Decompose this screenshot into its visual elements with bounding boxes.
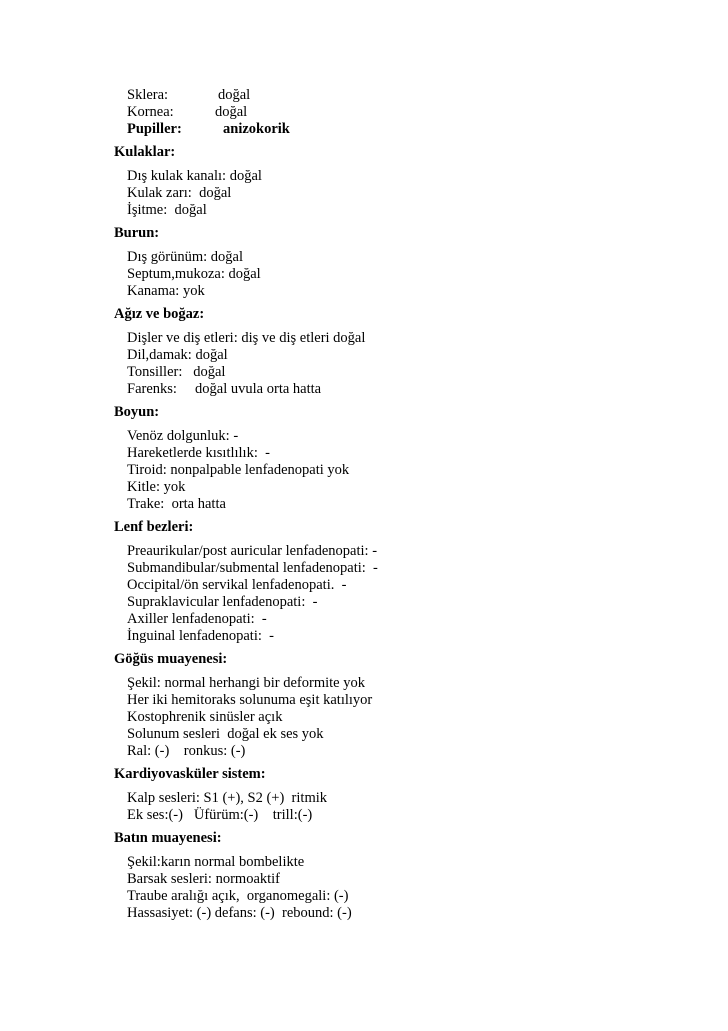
eye-item-sklera: Sklera: doğal xyxy=(127,87,251,103)
list-item: Dış kulak kanalı: doğal xyxy=(127,168,262,184)
exam-notes xyxy=(114,87,688,922)
section-heading-mouth: Ağız ve boğaz: xyxy=(114,306,205,322)
neck-section xyxy=(114,428,688,513)
chest-section xyxy=(114,675,688,760)
section-heading-nose: Burun: xyxy=(114,225,160,241)
eyes-section xyxy=(114,87,688,138)
list-item: Venöz dolgunluk: - xyxy=(127,428,239,444)
list-item: Farenks: doğal uvula orta hatta xyxy=(127,381,322,397)
list-item: Ral: (-) ronkus: (-) xyxy=(127,743,246,759)
list-item: Tonsiller: doğal xyxy=(127,364,226,380)
section-heading-cardio: Kardiyovasküler sistem: xyxy=(114,766,266,782)
lymph-section xyxy=(114,543,688,645)
list-item: Her iki hemitoraks solunuma eşit katılıyor xyxy=(127,692,373,708)
mouth-section xyxy=(114,330,688,398)
list-item: İşitme: doğal xyxy=(127,202,207,218)
list-item: Trake: orta hatta xyxy=(127,496,226,512)
list-item: Traube aralığı açık, organomegali: (-) xyxy=(127,888,349,904)
list-item: Submandibular/submental lenfadenopati: - xyxy=(127,560,378,576)
list-item: Barsak sesleri: normoaktif xyxy=(127,871,281,887)
list-item: Kanama: yok xyxy=(127,283,205,299)
list-item: Hassasiyet: (-) defans: (-) rebound: (-) xyxy=(127,905,352,921)
nose-section xyxy=(114,249,688,300)
list-item: Kalp sesleri: S1 (+), S2 (+) ritmik xyxy=(127,790,327,806)
section-heading-ears: Kulaklar: xyxy=(114,144,176,160)
section-heading-lymph: Lenf bezleri: xyxy=(114,519,194,535)
list-item: Kitle: yok xyxy=(127,479,186,495)
list-item: Axiller lenfadenopati: - xyxy=(127,611,267,627)
list-item: Supraklavicular lenfadenopati: - xyxy=(127,594,318,610)
section-heading-neck: Boyun: xyxy=(114,404,160,420)
cardio-section xyxy=(114,790,688,824)
list-item: Preaurikular/post auricular lenfadenopati: - xyxy=(127,543,378,559)
list-item: Ek ses:(-) Üfürüm:(-) trill:(-) xyxy=(127,807,313,823)
list-item: Dişler ve diş etleri: diş ve diş etleri doğal xyxy=(127,330,366,346)
list-item: Septum,mukoza: doğal xyxy=(127,266,261,282)
list-item: Dil,damak: doğal xyxy=(127,347,228,363)
abdomen-section xyxy=(114,854,688,922)
list-item: Şekil:karın normal bombelikte xyxy=(127,854,305,870)
list-item: Occipital/ön servikal lenfadenopati. - xyxy=(127,577,347,593)
list-item: İnguinal lenfadenopati: - xyxy=(127,628,274,644)
list-item: Kulak zarı: doğal xyxy=(127,185,232,201)
list-item: Kostophrenik sinüsler açık xyxy=(127,709,283,725)
list-item: Şekil: normal herhangi bir deformite yok xyxy=(127,675,365,691)
list-item: Tiroid: nonpalpable lenfadenopati yok xyxy=(127,462,350,478)
list-item: Solunum sesleri doğal ek ses yok xyxy=(127,726,324,742)
eye-item-pupiller: Pupiller: anizokorik xyxy=(127,121,290,137)
list-item: Hareketlerde kısıtlılık: - xyxy=(127,445,270,461)
list-item: Dış görünüm: doğal xyxy=(127,249,243,265)
ears-section xyxy=(114,168,688,219)
section-heading-abdomen: Batın muayenesi: xyxy=(114,830,222,846)
section-heading-chest: Göğüs muayenesi: xyxy=(114,651,228,667)
eye-item-kornea: Kornea: doğal xyxy=(127,104,248,120)
